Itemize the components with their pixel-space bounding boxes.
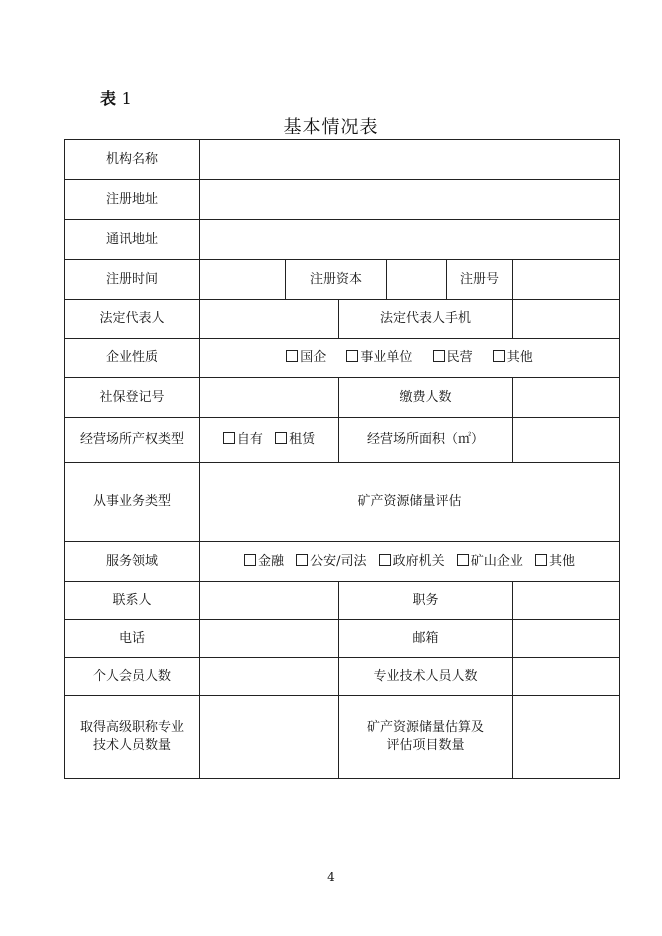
email-value[interactable] (513, 620, 620, 658)
checkbox-icon[interactable] (433, 350, 445, 362)
row-social-security (65, 378, 620, 418)
reg-time-value[interactable] (200, 260, 286, 300)
legal-rep-phone-label: 法定代表人手机 (339, 300, 513, 339)
row-reg-address (65, 180, 620, 220)
checkbox-icon[interactable] (535, 554, 547, 566)
mail-address-label: 通讯地址 (65, 220, 200, 260)
reg-address-value[interactable] (200, 180, 620, 220)
checkbox-icon[interactable] (223, 432, 235, 444)
option-owned[interactable]: 自有 (223, 431, 263, 449)
position-value[interactable] (513, 582, 620, 620)
reg-capital-value[interactable] (387, 260, 447, 300)
phone-value[interactable] (200, 620, 339, 658)
social-security-label: 社保登记号 (65, 378, 200, 418)
service-field-options (200, 542, 620, 582)
org-name-value[interactable] (200, 140, 620, 180)
social-security-value[interactable] (200, 378, 339, 418)
option-police-justice[interactable]: 公安/司法 (296, 553, 366, 571)
checkbox-icon[interactable] (493, 350, 505, 362)
reg-address-label: 注册地址 (65, 180, 200, 220)
mail-address-value[interactable] (200, 220, 620, 260)
option-other[interactable]: 其他 (493, 349, 533, 367)
row-reg-time (65, 260, 620, 300)
checkbox-icon[interactable] (275, 432, 287, 444)
paying-count-value[interactable] (513, 378, 620, 418)
business-type-value: 矿产资源储量评估 (200, 463, 620, 542)
row-premises (65, 418, 620, 463)
business-type-label: 从事业务类型 (65, 463, 200, 542)
option-leased[interactable]: 租赁 (275, 431, 315, 449)
member-count-value[interactable] (200, 658, 339, 696)
tech-staff-count-value[interactable] (513, 658, 620, 696)
project-count-value[interactable] (513, 696, 620, 779)
row-legal-rep (65, 300, 620, 339)
reg-time-label: 注册时间 (65, 260, 200, 300)
page-number: 4 (327, 870, 335, 884)
checkbox-icon[interactable] (296, 554, 308, 566)
email-label: 邮箱 (339, 620, 513, 658)
legal-rep-phone-value[interactable] (513, 300, 620, 339)
row-contact (65, 582, 620, 620)
row-mail-address (65, 220, 620, 260)
senior-staff-value[interactable] (200, 696, 339, 779)
row-senior-staff (65, 696, 620, 779)
org-name-label: 机构名称 (65, 140, 200, 180)
table-prefix: 表 (100, 89, 117, 108)
option-mining-enterprise[interactable]: 矿山企业 (457, 553, 523, 571)
option-government[interactable]: 政府机关 (379, 553, 445, 571)
option-service-other[interactable]: 其他 (535, 553, 575, 571)
checkbox-icon[interactable] (457, 554, 469, 566)
reg-no-value[interactable] (513, 260, 620, 300)
legal-rep-value[interactable] (200, 300, 339, 339)
contact-label: 联系人 (65, 582, 200, 620)
premises-area-value[interactable] (513, 418, 620, 463)
checkbox-icon[interactable] (286, 350, 298, 362)
checkbox-icon[interactable] (379, 554, 391, 566)
premises-type-label: 经营场所产权类型 (65, 418, 200, 463)
option-private[interactable]: 民营 (433, 349, 473, 367)
option-public-institution[interactable]: 事业单位 (346, 349, 412, 367)
reg-capital-label: 注册资本 (286, 260, 387, 300)
row-business-type (65, 463, 620, 542)
premises-type-options (200, 418, 339, 463)
position-label: 职务 (339, 582, 513, 620)
enterprise-type-options (200, 339, 620, 378)
document-title: 基本情况表 (283, 117, 379, 138)
senior-staff-label: 取得高级职称专业 技术人员数量 (65, 696, 200, 779)
legal-rep-label: 法定代表人 (65, 300, 200, 339)
row-phone (65, 620, 620, 658)
row-service-field (65, 542, 620, 582)
phone-label: 电话 (65, 620, 200, 658)
checkbox-icon[interactable] (244, 554, 256, 566)
premises-area-label: 经营场所面积（㎡） (339, 418, 513, 463)
row-enterprise-type (65, 339, 620, 378)
row-org-name (65, 140, 620, 180)
project-count-label: 矿产资源储量估算及 评估项目数量 (339, 696, 513, 779)
checkbox-icon[interactable] (346, 350, 358, 362)
table-label (100, 86, 132, 109)
enterprise-type-label: 企业性质 (65, 339, 200, 378)
service-field-label: 服务领域 (65, 542, 200, 582)
option-finance[interactable]: 金融 (244, 553, 284, 571)
option-state-owned[interactable]: 国企 (286, 349, 326, 367)
contact-value[interactable] (200, 582, 339, 620)
paying-count-label: 缴费人数 (339, 378, 513, 418)
table-number: 1 (121, 89, 132, 108)
row-member-count (65, 658, 620, 696)
reg-no-label: 注册号 (447, 260, 513, 300)
member-count-label: 个人会员人数 (65, 658, 200, 696)
basic-info-table (64, 139, 620, 779)
tech-staff-count-label: 专业技术人员人数 (339, 658, 513, 696)
